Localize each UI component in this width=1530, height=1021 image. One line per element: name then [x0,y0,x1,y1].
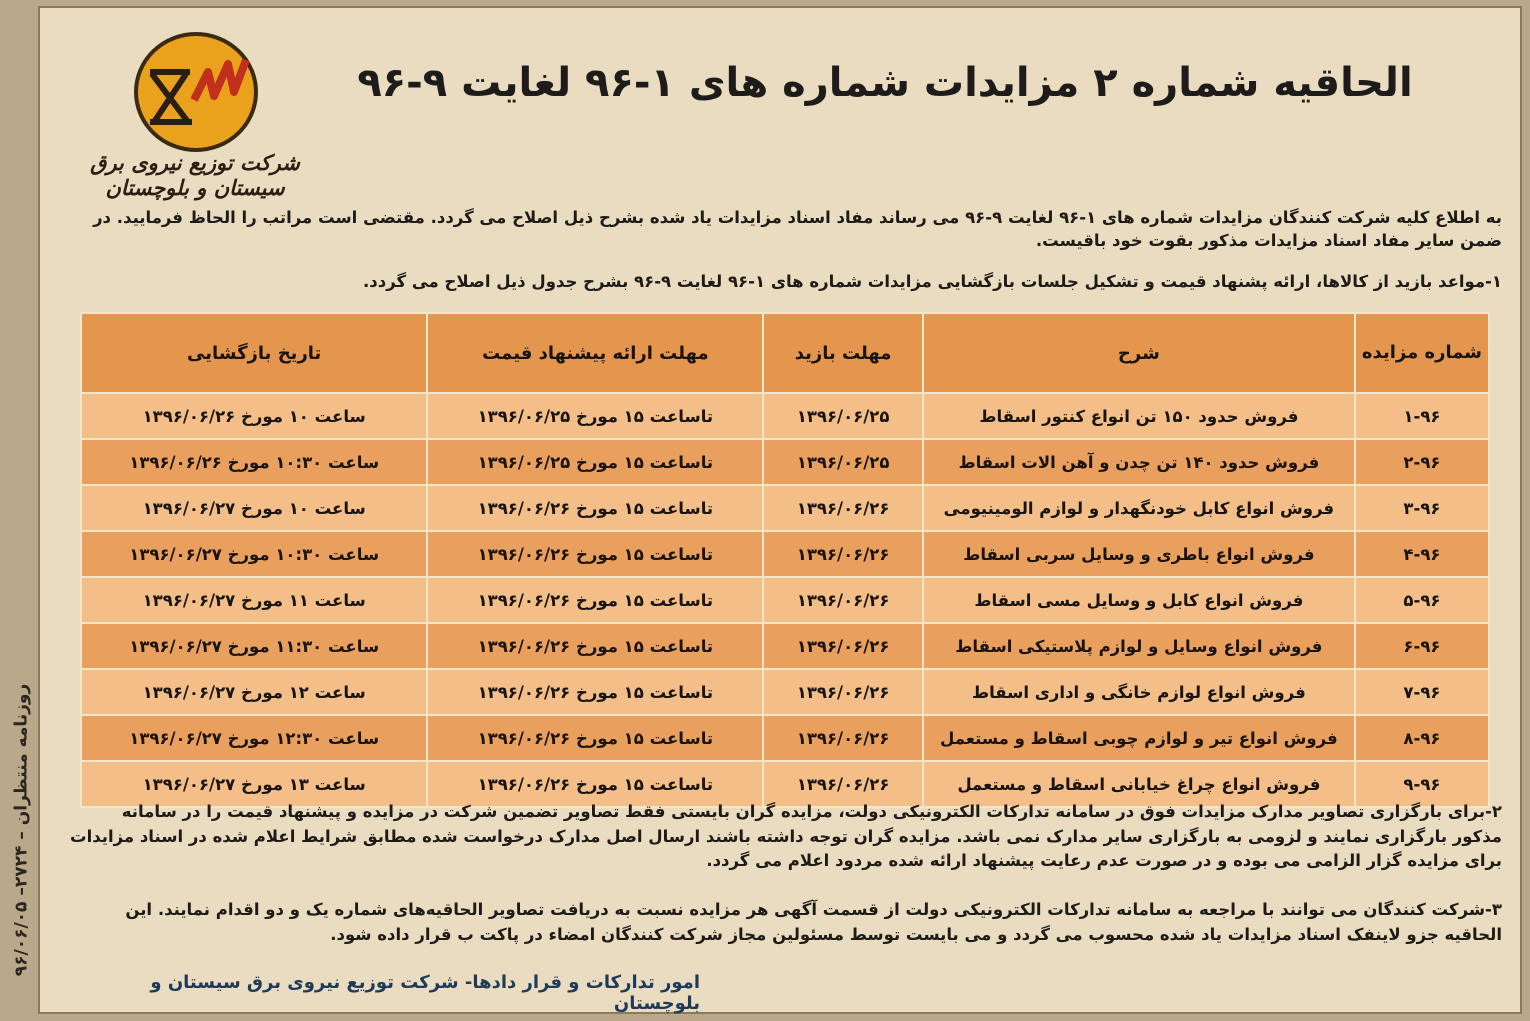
item-3-paragraph: ۳-شرکت کنندگان می توانند با مراجعه به سامانه تدارکات الکترونیکی دولت از قسمت آگهی هر مزایده نسبت به دریافت تصاویر الحاقیه‌های شماره یک و دو اقدام نمایند. این الحاقیه جزو لاینفک اسناد مزایدات یاد شده محسوب می گردد و می بایست توسط مسئولین مجاز شرکت کنندگان امضاء در پاکت ب قرار داده شود. [125,900,1502,944]
table-row [81,485,1489,531]
cell-visit-deadline: ۱۳۹۶/۰۶/۲۶ [763,577,922,623]
table-row [81,715,1489,761]
cell-auction-number: ۸-۹۶ [1355,715,1489,761]
cell-visit-deadline: ۱۳۹۶/۰۶/۲۶ [763,669,922,715]
intro-paragraph: به اطلاع کلیه شرکت کنندگان مزایدات شماره های ۱-۹۶ لغایت ۹-۹۶ می رساند مفاد اسناد مزایدات یاد شده بشرح ذیل اصلاح می گردد. مقتضی است مراتب را الحاظ فرمایید. در ضمن سایر مفاد اسناد مزایدات مذکور بقوت خود باقیست. [93,208,1502,250]
cell-auction-number: ۳-۹۶ [1355,485,1489,531]
cell-opening-date: ساعت ۱۲:۳۰ مورخ ۱۳۹۶/۰۶/۲۷ [81,715,427,761]
table-row [81,669,1489,715]
cell-auction-number: ۱-۹۶ [1355,393,1489,439]
newspaper-side-strip [6,680,36,980]
cell-opening-date: ساعت ۱۰:۳۰ مورخ ۱۳۹۶/۰۶/۲۷ [81,531,427,577]
cell-opening-date: ساعت ۱۳ مورخ ۱۳۹۶/۰۶/۲۷ [81,761,427,807]
cell-description: فروش انواع کابل خودنگهدار و لوازم الومینیومی [923,485,1355,531]
cell-description: فروش انواع چراغ خیابانی اسقاط و مستعمل [923,761,1355,807]
cell-visit-deadline: ۱۳۹۶/۰۶/۲۶ [763,715,922,761]
cell-auction-number: ۲-۹۶ [1355,439,1489,485]
cell-opening-date: ساعت ۱۰:۳۰ مورخ ۱۳۹۶/۰۶/۲۶ [81,439,427,485]
cell-offer-deadline: تاساعت ۱۵ مورخ ۱۳۹۶/۰۶/۲۶ [427,485,763,531]
cell-description: فروش انواع تیر و لوازم چوبی اسقاط و مستعمل [923,715,1355,761]
cell-auction-number: ۹-۹۶ [1355,761,1489,807]
table-row [81,439,1489,485]
cell-description: فروش انواع وسایل و لوازم پلاستیکی اسقاط [923,623,1355,669]
cell-visit-deadline: ۱۳۹۶/۰۶/۲۵ [763,393,922,439]
cell-offer-deadline: تاساعت ۱۵ مورخ ۱۳۹۶/۰۶/۲۶ [427,577,763,623]
cell-description: فروش انواع باطری و وسایل سربی اسقاط [923,531,1355,577]
cell-offer-deadline: تاساعت ۱۵ مورخ ۱۳۹۶/۰۶/۲۵ [427,439,763,485]
newspaper-issue-label: روزنامه منتظران – ۲۷۲۴– ۹۶/۰۶/۰۵ [11,683,31,977]
cell-visit-deadline: ۱۳۹۶/۰۶/۲۶ [763,623,922,669]
cell-opening-date: ساعت ۱۱:۳۰ مورخ ۱۳۹۶/۰۶/۲۷ [81,623,427,669]
table-header-row [81,313,1489,393]
cell-description: فروش حدود ۱۵۰ تن انواع کنتور اسقاط [923,393,1355,439]
company-logo-icon [130,30,260,155]
cell-offer-deadline: تاساعت ۱۵ مورخ ۱۳۹۶/۰۶/۲۶ [427,669,763,715]
header-visit-deadline: مهلت بازید [763,313,922,393]
cell-offer-deadline: تاساعت ۱۵ مورخ ۱۳۹۶/۰۶/۲۶ [427,623,763,669]
cell-auction-number: ۵-۹۶ [1355,577,1489,623]
cell-offer-deadline: تاساعت ۱۵ مورخ ۱۳۹۶/۰۶/۲۶ [427,531,763,577]
cell-auction-number: ۴-۹۶ [1355,531,1489,577]
cell-opening-date: ساعت ۱۰ مورخ ۱۳۹۶/۰۶/۲۶ [81,393,427,439]
cell-description: فروش حدود ۱۴۰ تن چدن و آهن الات اسقاط [923,439,1355,485]
table-row [81,393,1489,439]
cell-opening-date: ساعت ۱۲ مورخ ۱۳۹۶/۰۶/۲۷ [81,669,427,715]
auction-schedule-table [80,312,1490,808]
table-row [81,577,1489,623]
cell-offer-deadline: تاساعت ۱۵ مورخ ۱۳۹۶/۰۶/۲۵ [427,393,763,439]
header-auction-number: شماره مزایده [1355,313,1489,393]
cell-visit-deadline: ۱۳۹۶/۰۶/۲۶ [763,531,922,577]
header-opening-date: تاریخ بازگشایی [81,313,427,393]
cell-visit-deadline: ۱۳۹۶/۰۶/۲۶ [763,761,922,807]
cell-description: فروش انواع لوازم خانگی و اداری اسقاط [923,669,1355,715]
header-description: شرح [923,313,1355,393]
cell-visit-deadline: ۱۳۹۶/۰۶/۲۶ [763,485,922,531]
cell-opening-date: ساعت ۱۱ مورخ ۱۳۹۶/۰۶/۲۷ [81,577,427,623]
footer-signature: امور تدارکات و قرار دادها- شرکت توزیع نیروی برق سیستان و بلوچستان [150,972,700,1014]
table-row [81,623,1489,669]
cell-description: فروش انواع کابل و وسایل مسی اسقاط [923,577,1355,623]
item-2-paragraph: ۲-برای بارگزاری تصاویر مدارک مزایدات فوق در سامانه تدارکات الکترونیکی دولت، مزایده گران بایستی فقط تصاویر تضمین شرکت در مزایده و پیشنهاد قیمت را در سامانه مذکور بارگزاری نمایند و لزومی به بارگزاری سایر مدارک نمی باشد. مزایده گران توجه داشته باشند ارسال اصل مدارک درخواست شده مطابق شرایط اعلام شده در اسناد مزایدات برای مزایده گزار الزامی می بوده و در صورت عدم رعایت پیشنهاد ارائه شده مردود اعلام می گردد. [69,802,1502,870]
table-row [81,531,1489,577]
cell-offer-deadline: تاساعت ۱۵ مورخ ۱۳۹۶/۰۶/۲۶ [427,715,763,761]
item-1-paragraph: ۱-مواعد بازید از کالاها، ارائه پشنهاد قیمت و تشکیل جلسات بازگشایی مزایدات شماره های ۱-۹۶ لغایت ۹-۹۶ بشرح جدول ذیل اصلاح می گردد. [363,272,1502,291]
cell-visit-deadline: ۱۳۹۶/۰۶/۲۵ [763,439,922,485]
page-title: الحاقیه شماره ۲ مزایدات شماره های ۱-۹۶ لغایت ۹-۹۶ [357,60,1413,106]
cell-auction-number: ۷-۹۶ [1355,669,1489,715]
header-offer-deadline: مهلت ارائه پیشنهاد قیمت [427,313,763,393]
cell-opening-date: ساعت ۱۰ مورخ ۱۳۹۶/۰۶/۲۷ [81,485,427,531]
company-name: شرکت توزیع نیروی برق سیستان و بلوچستان [90,150,300,200]
cell-auction-number: ۶-۹۶ [1355,623,1489,669]
cell-offer-deadline: تاساعت ۱۵ مورخ ۱۳۹۶/۰۶/۲۶ [427,761,763,807]
